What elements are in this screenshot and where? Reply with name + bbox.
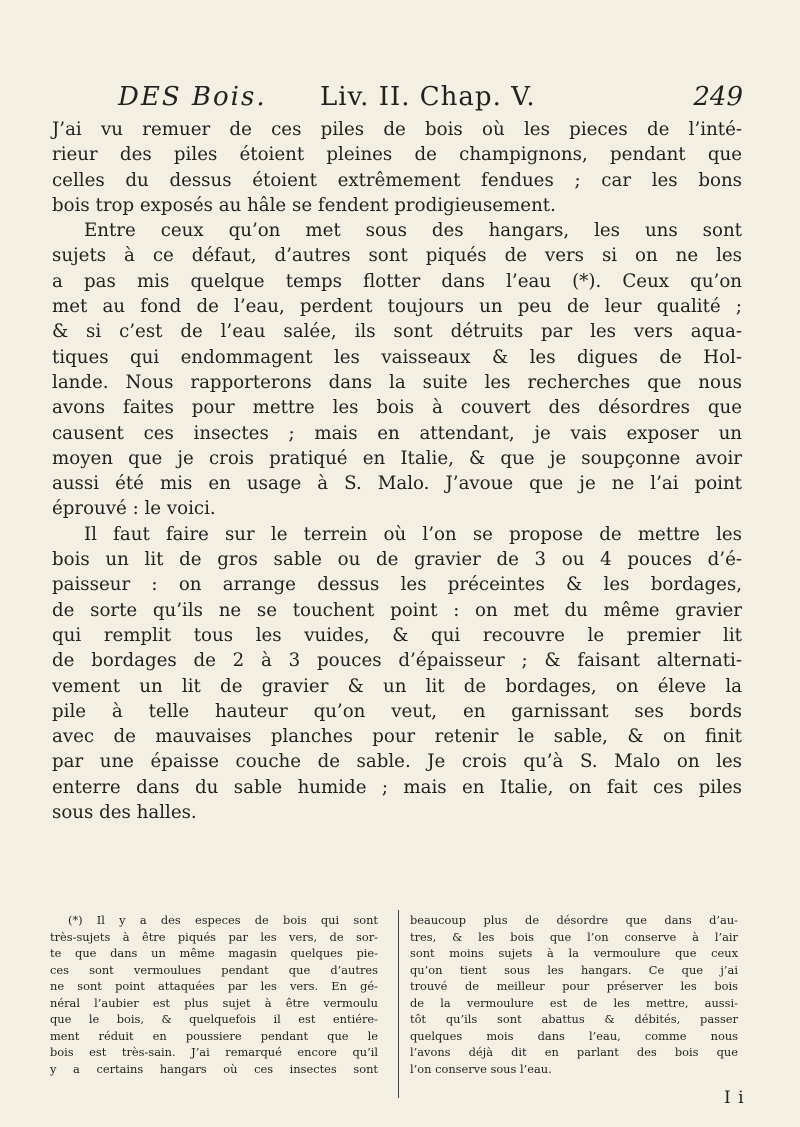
footnote-left-column xyxy=(50,912,378,1077)
footnote-line: trouvé de meilleur pour préserver les bois xyxy=(410,979,738,993)
text-line: lande. Nous rapporterons dans la suite les recherches que nous xyxy=(52,371,742,393)
text-line: moyen que je crois pratiqué en Italie, & que je soupçonne avoir xyxy=(52,447,742,469)
text-line: a pas mis quelque temps flotter dans l’eau (*). Ceux qu’on xyxy=(52,270,742,292)
footnote-line: ment réduit en poussiere pendant que le xyxy=(50,1028,378,1043)
text-line: de sorte qu’ils ne se touchent point : on met du même gravier xyxy=(52,599,742,621)
text-line: Entre ceux qu’on met sous des hangars, les uns sont xyxy=(84,220,742,242)
text-line: enterre dans du sable humide ; mais en Italie, on fait ces piles xyxy=(52,776,742,798)
text-line: par une épaisse couche de sable. Je crois qu’à S. Malo on les xyxy=(52,751,742,773)
footnote-line: bois est très-sain. J’ai remarqué encore qu’il xyxy=(50,1045,378,1059)
running-head xyxy=(118,82,743,112)
footnote-line: quelques mois dans l’eau, comme nous xyxy=(410,1028,738,1043)
text-line: avec de mauvaises planches pour retenir le sable, & on finit xyxy=(52,726,742,748)
text-line: tiques qui endommagent les vaisseaux & les digues de Hol- xyxy=(52,346,742,368)
text-line: causent ces insectes ; mais en attendant, je vais exposer un xyxy=(52,422,742,444)
footnote-line: néral l’aubier est plus sujet à être vermoulu xyxy=(50,995,378,1010)
footnote-line: très-sujets à être piqués par les vers, de sor- xyxy=(50,929,378,944)
running-head-chapter: Liv. II. Chap. V. xyxy=(320,82,536,112)
text-line: vement un lit de gravier & un lit de bordages, on éleve la xyxy=(52,675,742,697)
footnote-line: tôt qu’ils sont abattus & débités, passer xyxy=(410,1012,738,1026)
main-text-block xyxy=(52,117,742,825)
footnote-line: ne sont point attaquées par les vers. En gé- xyxy=(50,979,378,993)
footnote-line: (*) Il y a des especes de bois qui sont xyxy=(68,913,378,927)
footnote-line: de la vermoulure est de les mettre, aussi- xyxy=(410,995,738,1010)
text-line: rieur des piles étoient pleines de champignons, pendant que xyxy=(52,144,742,166)
text-line: paisseur : on arrange dessus les préceintes & les bordages, xyxy=(52,574,742,596)
signature-mark: I i xyxy=(724,1088,745,1108)
footnote-line: y a certains hangars où ces insectes sont xyxy=(50,1061,378,1076)
text-line: J’ai vu remuer de ces piles de bois où les pieces de l’inté- xyxy=(52,119,742,140)
text-line: aussi été mis en usage à S. Malo. J’avoue que je ne l’ai point xyxy=(52,473,742,495)
page-number: 249 xyxy=(693,82,743,112)
text-line: bois un lit de gros sable ou de gravier de 3 ou 4 pouces d’é- xyxy=(52,549,742,571)
footnote-column-divider xyxy=(398,910,399,1098)
footnote-line: te que dans un même magasin quelques pie- xyxy=(50,946,378,960)
footnote-line: sont moins sujets à la vermoulure que ceux xyxy=(410,946,738,960)
footnote-line: que le bois, & quelquefois il est entiére- xyxy=(50,1012,378,1026)
running-head-title: DES Bois. xyxy=(118,82,267,112)
text-line: avons faites pour mettre les bois à couvert des désordres que xyxy=(52,397,742,419)
text-line: qui remplit tous les vuides, & qui recouvre le premier lit xyxy=(52,624,742,646)
text-line: celles du dessus étoient extrêmement fendues ; car les bons xyxy=(52,169,742,191)
text-line: éprouvé : le voici. xyxy=(52,498,216,520)
text-line: bois trop exposés au hâle se fendent prodigieusement. xyxy=(52,194,556,216)
text-line: & si c’est de l’eau salée, ils sont détruits par les vers aqua- xyxy=(52,321,742,343)
text-line: Il faut faire sur le terrein où l’on se propose de mettre les xyxy=(84,523,742,545)
footnote-line: l’on conserve sous l’eau. xyxy=(410,1061,552,1076)
footnote-line: tres, & les bois que l’on conserve à l’air xyxy=(410,929,738,944)
footnote-right-column xyxy=(410,912,738,1077)
text-line: pile à telle hauteur qu’on veut, en garnissant ses bords xyxy=(52,700,742,722)
footnote-line: qu’on tient sous les hangars. Ce que j’ai xyxy=(410,962,738,977)
text-line: sous des halles. xyxy=(52,802,197,824)
text-line: sujets à ce défaut, d’autres sont piqués de vers si on ne les xyxy=(52,245,742,267)
footnote-line: l’avons déjà dit en parlant des bois que xyxy=(410,1045,738,1059)
text-line: met au fond de l’eau, perdent toujours un peu de leur qualité ; xyxy=(52,296,742,318)
text-line: de bordages de 2 à 3 pouces d’épaisseur ; & faisant alternati- xyxy=(52,650,742,672)
footnote-line: ces sont vermoulues pendant que d’autres xyxy=(50,962,378,977)
footnote-line: beaucoup plus de désordre que dans d’au- xyxy=(410,913,738,927)
